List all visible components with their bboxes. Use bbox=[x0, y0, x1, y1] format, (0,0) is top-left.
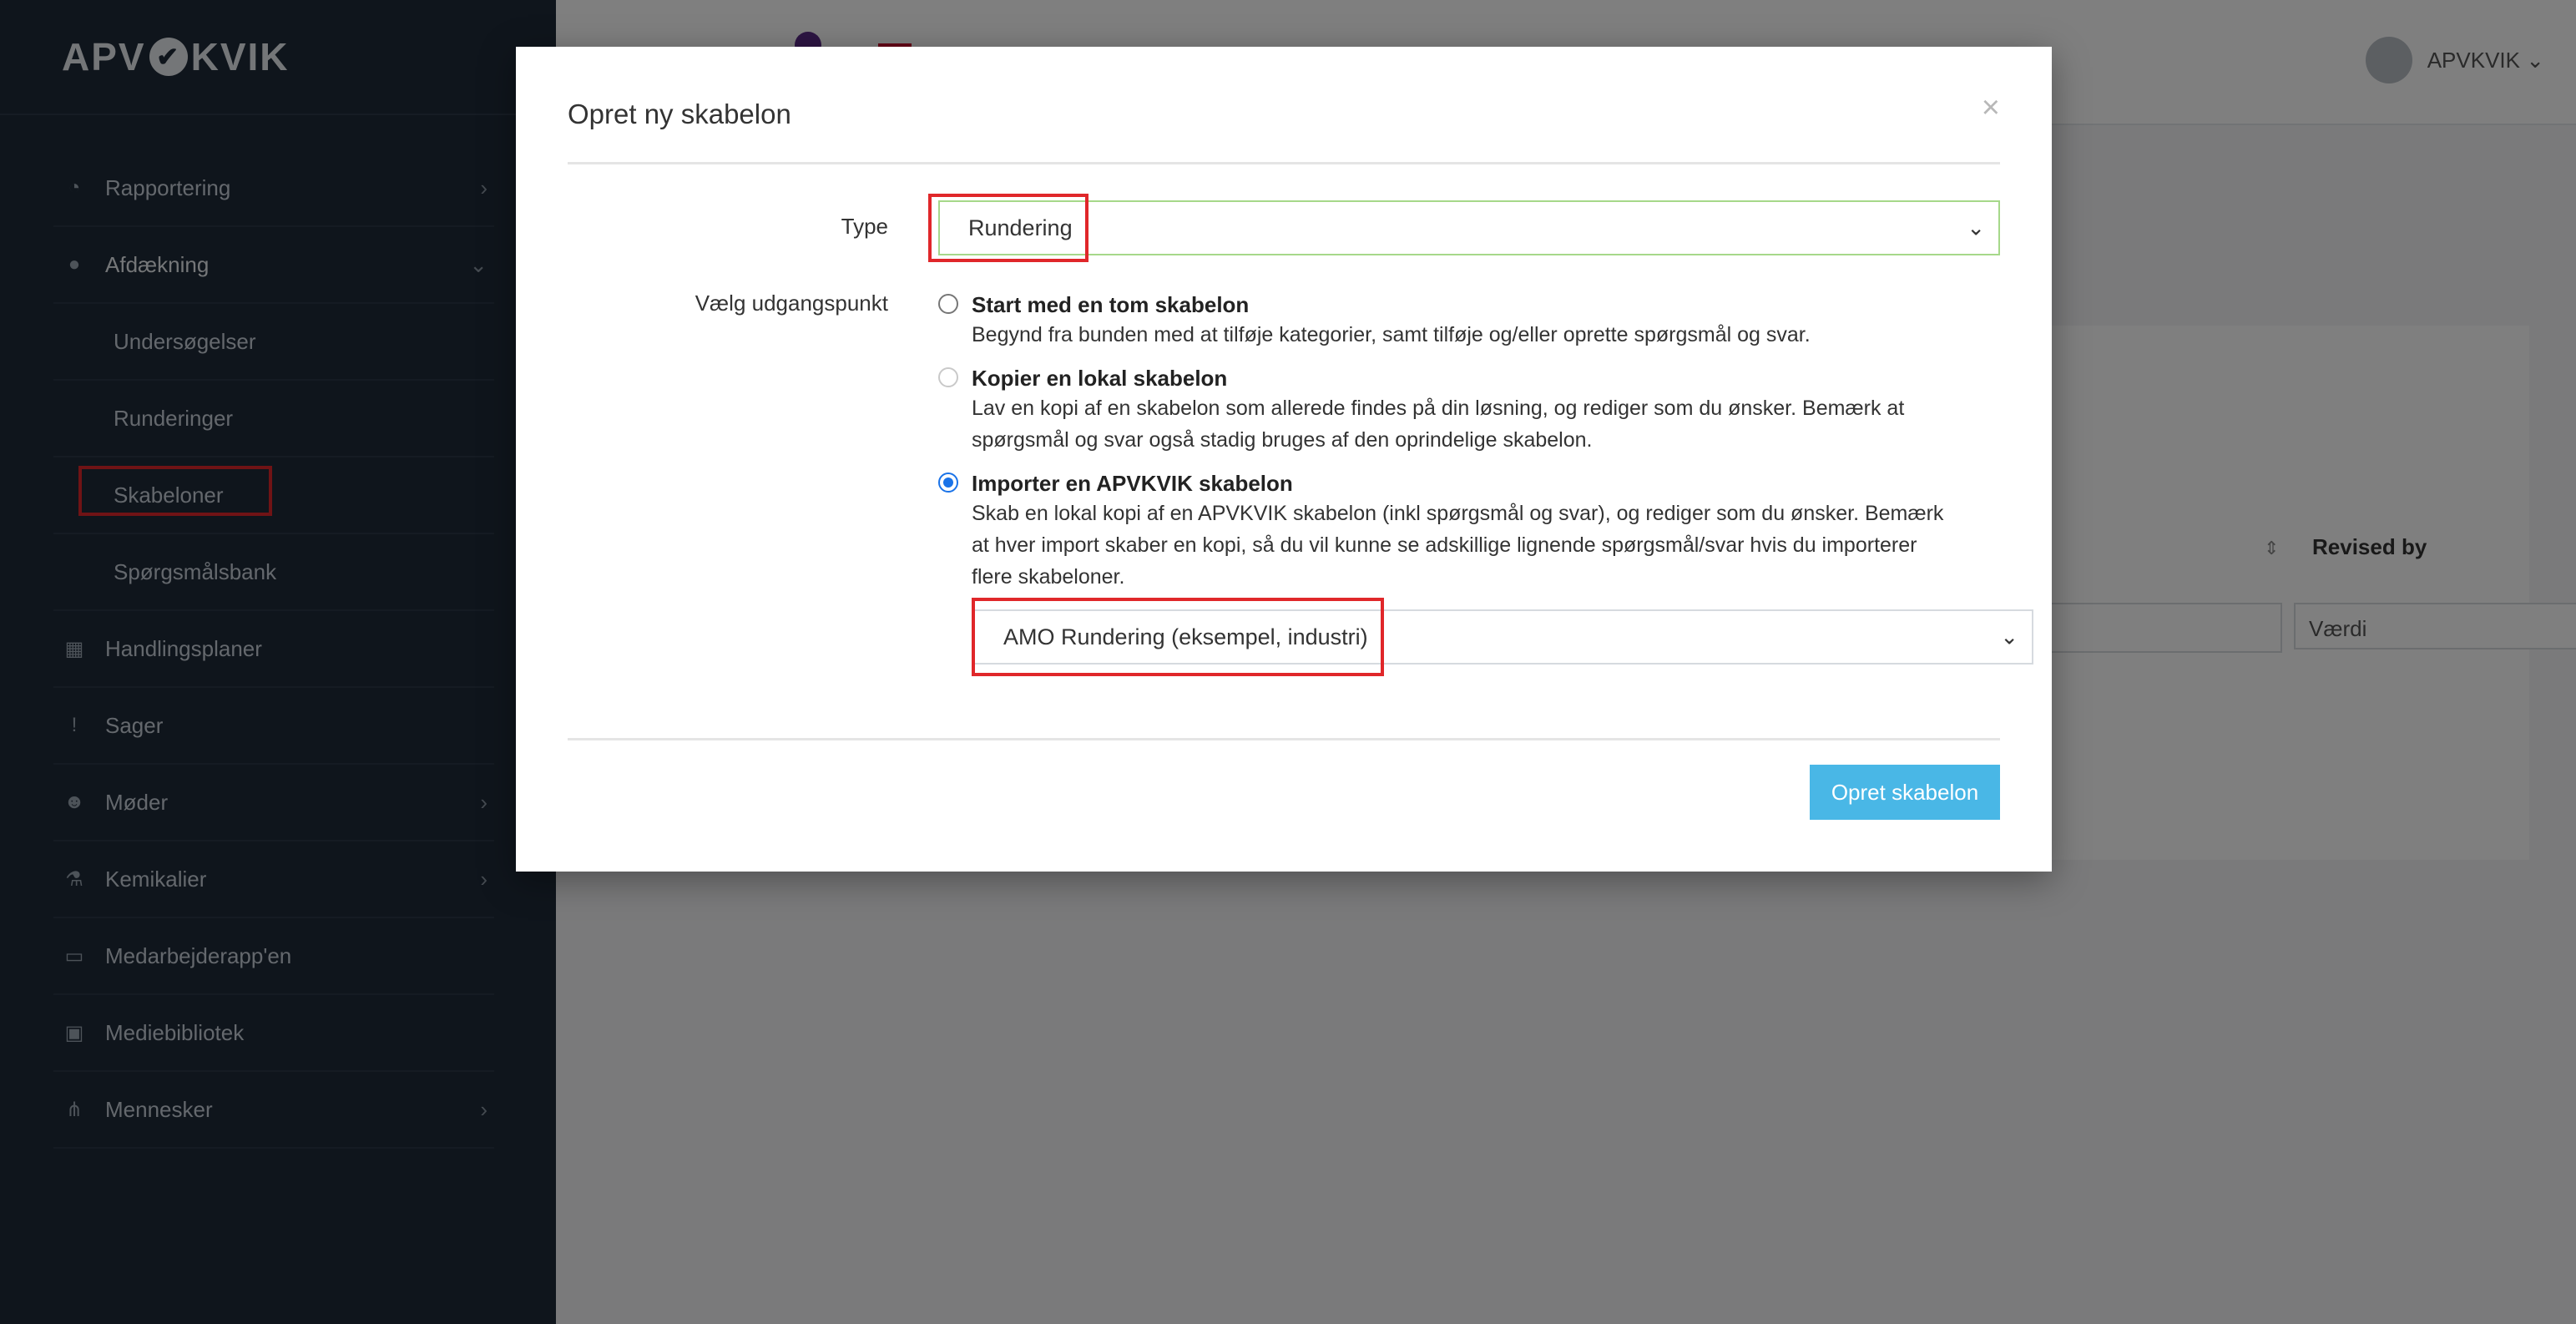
radio-copy-local[interactable] bbox=[938, 367, 958, 387]
option-empty-template[interactable] bbox=[938, 291, 1811, 351]
template-select-value: AMO Rundering (eksempel, industri) bbox=[1003, 624, 1368, 649]
type-select[interactable] bbox=[938, 200, 2000, 255]
option-title: Kopier en lokal skabelon bbox=[972, 366, 1228, 391]
radio-import-apvkvik[interactable] bbox=[938, 472, 958, 493]
option-copy-local[interactable] bbox=[938, 364, 1904, 456]
create-template-modal bbox=[516, 47, 2052, 872]
divider bbox=[568, 162, 2000, 164]
option-description: Lav en kopi af en skabelon som allerede findes på din løsning, og rediger som du ønsker. Bemærk at bbox=[972, 397, 1905, 420]
radio-empty-template[interactable] bbox=[938, 294, 958, 314]
type-select-value: Rundering bbox=[968, 215, 1073, 240]
chevron-down-icon: ⌄ bbox=[1967, 215, 1985, 240]
option-title: Importer en APVKVIK skabelon bbox=[972, 471, 1293, 496]
highlight-template bbox=[972, 598, 1384, 676]
highlight-type bbox=[928, 194, 1088, 262]
start-point-label: Vælg udgangspunkt bbox=[695, 291, 888, 316]
close-icon[interactable]: × bbox=[1981, 90, 2000, 125]
option-description: flere skabeloner. bbox=[972, 565, 1125, 589]
option-description: Skab en lokal kopi af en APVKVIK skabelon (inkl spørgsmål og svar), og rediger som du ønsker. Bemærk bbox=[972, 502, 1944, 525]
option-import-apvkvik[interactable] bbox=[938, 469, 1943, 593]
option-description: at hver import skaber en kopi, så du vil kunne se adskillige lignende spørgsmål/svar hvis du importerer bbox=[972, 533, 1917, 557]
option-description: Begynd fra bunden med at tilføje kategorier, samt tilføje og/eller oprette spørgsmål og svar. bbox=[972, 323, 1811, 346]
create-template-button[interactable]: Opret skabelon bbox=[1810, 765, 2000, 820]
type-label: Type bbox=[841, 214, 888, 239]
option-description: spørgsmål og svar også stadig bruges af den oprindelige skabelon. bbox=[972, 428, 1593, 452]
option-title: Start med en tom skabelon bbox=[972, 292, 1250, 317]
modal-title: Opret ny skabelon bbox=[568, 99, 791, 129]
divider bbox=[568, 738, 2000, 740]
chevron-down-icon: ⌄ bbox=[2000, 624, 2018, 649]
